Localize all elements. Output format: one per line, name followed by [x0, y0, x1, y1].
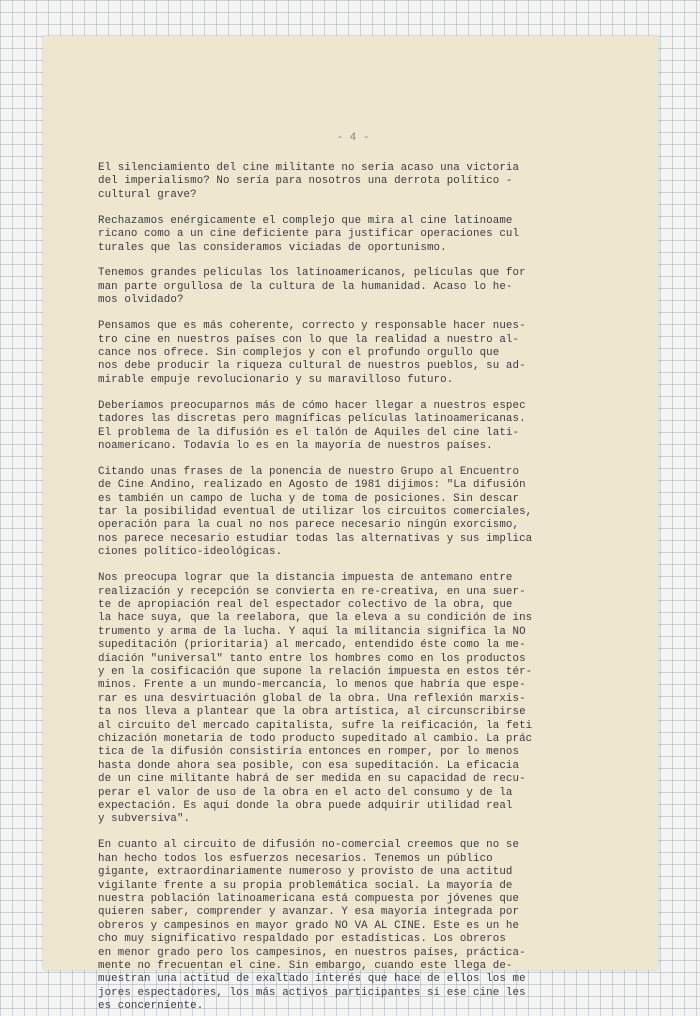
- paragraph-6: Citando unas frases de la ponencia de nuestro Grupo al Encuentro de Cine Andino, realizado en Agosto de 1981 dijimos: "La difusión es también un campo de lucha y de toma de posiciones. Sin descar tar la posibilidad eventual de utilizar los circuitos comerciales, operación para la cual no nos parece necesario ningún exorcismo, nos parece necesario estudiar todas las alternativas y sus implica ciones político-ideológicas.: [98, 465, 533, 559]
- paragraph-3: Tenemos grandes películas los latinoamericanos, películas que for man parte orgullosa de la cultura de la humanidad. Acaso lo he- mos olvidado?: [98, 267, 526, 307]
- paragraph-5: Deberíamos preocuparnos más de cómo hacer llegar a nuestros espec tadores las discretas pero magníficas películas latinoamericanas. El problema de la difusión es el talón de Aquiles del cine lati- noamericano. Todavía lo es en la mayoría de nuestros países.: [98, 399, 526, 452]
- paragraph-2: Rechazamos enérgicamente el complejo que mira al cine latinoame ricano como a un cine deficiente para justificar operaciones cul turales que las consideramos viciadas de oportunismo.: [98, 214, 520, 254]
- paragraph-1: El silenciamiento del cine militante no sería acaso una victoria del imperialismo? No sería para nosotros una derrota político - cultural grave?: [98, 162, 520, 201]
- paragraph-4: Pensamos que es más coherente, correcto y responsable hacer nues- tro cine en nuestros países con lo que la realidad a nuestro al- cance nos ofrece. Sin complejos y con el profundo orgullo que nos debe producir la riqueza cultural de nuestros pueblos, su ad- mirable empuje revolucionario y su maravilloso futuro.: [98, 320, 526, 386]
- typewritten-page: [43, 36, 658, 1013]
- paragraph-7: Nos preocupa lograr que la distancia impuesta de antemano entre realización y recepción se convierta en re-creativa, en una suer- te de apropiación real del espectador colectivo de la obra, que la hace suya, que la reelabora, que la eleva a su condición de ins trumento y arma de la lucha. Y aquí la militancia significa la NO supeditación (prioritaria) al mercado, entendido éste como la me- diación "universal" tanto entre los hombres como en los productos y en la cosificación que supone la relación impuesta en estos tér- minos. Frente a un mundo-mercancía, lo menos que habría que espe- rar es una desvirtuación global de la obra. Una reflexión marxis- ta nos lleva a plantear que la obra artística, al circunscribirse al circuito del mercado capitalista, sufre la reificación, la feti chización monetaria de todo producto supeditado al cambio. La prác tica de la difusión consistiría entonces en romper, por lo menos hasta donde ahora sea posible, con esa supeditación. La eficacia de un cine militante habrá de ser medida en su capacidad de recu- perar el valor de uso de la obra en el acto del consumo y de la expectación. Es aquí donde la obra puede adquirir utilidad real y subversiva".: [98, 572, 533, 826]
- page-number: - 4 -: [336, 132, 370, 144]
- paragraph-8: En cuanto al circuito de difusión no-comercial creemos que no se han hecho todos los esfuerzos necesarios. Tenemos un público gigante, extraordinariamente numeroso y provisto de una actitud vigilante frente a su propia problemática social. La mayoría de nuestra población latinoamericana está compuesta por jóvenes que quieren saber, comprender y avanzar. Y esa mayoría integrada por obreros y campesinos en mayor grado NO VA AL CINE. Este es un he cho muy significativo respaldado por estadísticas. Los obreros en menor grado pero los campesinos, en nuestros países, práctica- mente no frecuentan el cine. Sin embargo, cuando este llega de- muestran una actitud de exaltado interés que hace de ellos los me jores espectadores, los más activos participantes si ese cine les es concerniente.: [98, 839, 526, 1013]
